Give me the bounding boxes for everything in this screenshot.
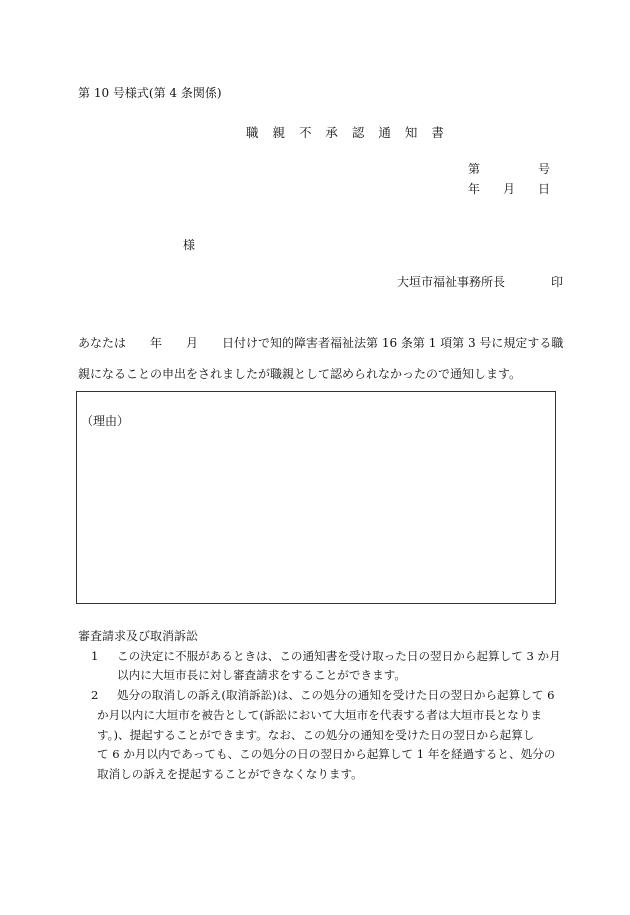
month-label: 月 (502, 182, 515, 196)
body-text-line-1: あなたは 年 月 日付けで知的障害者福祉法第 16 条第 1 項第 3 号に規定する職 (78, 336, 564, 350)
appeal-item-text: 処分の取消しの訴え(取消訴訟)は、この処分の通知を受けた日の翌日から起算して 6 (117, 688, 555, 702)
date-line (468, 180, 550, 197)
seal-mark: 印 (551, 275, 564, 289)
appeal-item-2-line-2: か月以内に大垣市を被告として(訴訟において大垣市を代表する者は大垣市長となりま (97, 708, 543, 722)
body-text-line-2: 親になることの申出をされましたが職親として認められなかったので通知します。 (78, 367, 522, 381)
reason-box (76, 391, 556, 604)
appeal-item-1-line-2: 以内に大垣市長に対し審査請求をすることができます。 (117, 668, 406, 682)
reason-label: （理由） (81, 414, 130, 428)
document-title: 職 親 不 承 認 通 知 書 (246, 125, 449, 140)
year-label: 年 (468, 182, 481, 196)
issuer-line (397, 273, 563, 290)
appeal-item-2-line-4: て 6 か月以内であっても、この処分の日の翌日から起算して 1 年を経過すると、処分の (97, 747, 556, 761)
appeal-item-number: 2 (91, 688, 99, 702)
appeal-item-text: この決定に不服があるときは、この通知書を受け取った日の翌日から起算して 3 か月 (117, 649, 561, 663)
addressee-honorific: 様 (183, 238, 196, 252)
appeal-item-1-line-1 (91, 648, 561, 664)
number-prefix: 第 (468, 162, 481, 176)
number-suffix: 号 (537, 162, 550, 176)
issuer-name: 大垣市福祉事務所長 (397, 275, 506, 289)
day-label: 日 (537, 182, 550, 196)
appeal-heading: 審査請求及び取消訴訟 (78, 629, 199, 643)
appeal-item-number: 1 (91, 649, 99, 663)
document-number-line (468, 160, 550, 177)
appeal-item-2-line-3: す。)、提起することができます。なお、この処分の通知を受けた日の翌日から起算し (97, 728, 535, 742)
form-label: 第 10 号様式(第 4 条関係) (78, 86, 222, 100)
appeal-item-2-line-5: 取消しの訴えを提起することができなくなります。 (97, 767, 363, 781)
appeal-item-2-line-1 (91, 687, 555, 703)
